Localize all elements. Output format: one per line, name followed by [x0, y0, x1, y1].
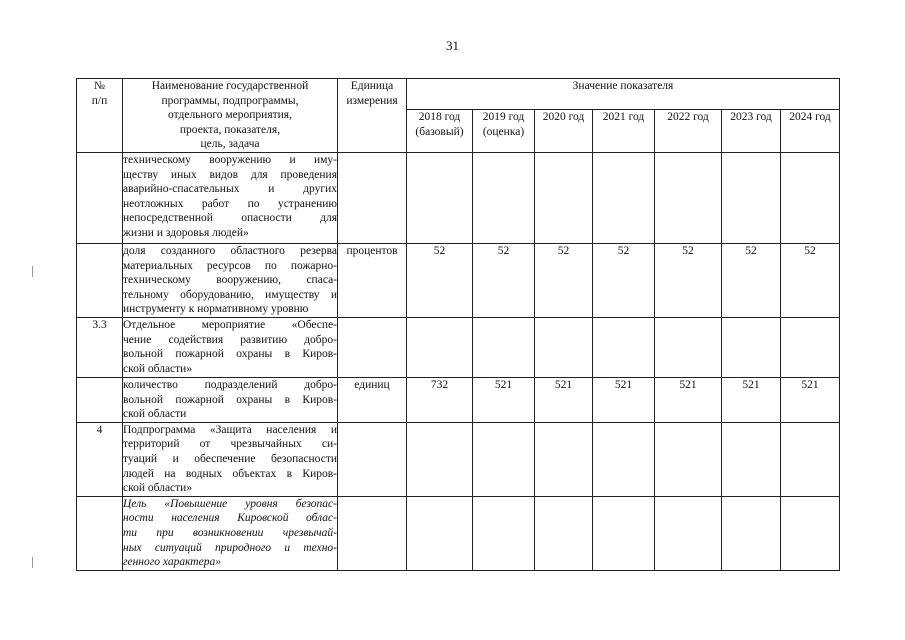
- row-value: [722, 153, 781, 244]
- row-name-line: тельному оборудованию, имуществу и: [123, 288, 337, 301]
- row-name-line: доля созданного областного резерва: [123, 245, 337, 257]
- row-value: [722, 422, 781, 496]
- row-name-line: чение содействия развитию добро-: [123, 333, 337, 346]
- header-year-2: 2020 год: [535, 110, 593, 153]
- row-value: 52: [722, 244, 781, 318]
- row-name-line: аварийно-спасательных и других: [123, 183, 337, 196]
- row-value: [722, 496, 781, 570]
- row-value: [473, 422, 535, 496]
- row-value: [655, 153, 722, 244]
- row-value: [655, 422, 722, 496]
- page-number: 31: [446, 38, 459, 53]
- row-value: [535, 153, 593, 244]
- row-value: 521: [473, 377, 535, 422]
- row-value: [722, 317, 781, 377]
- row-value: [593, 317, 655, 377]
- row-unit: [338, 422, 407, 496]
- header-row-top: [77, 79, 840, 110]
- row-name: [123, 317, 338, 377]
- row-value: [593, 496, 655, 570]
- row-value: 521: [722, 377, 781, 422]
- row-unit: [338, 317, 407, 377]
- row-value: [407, 496, 473, 570]
- row-value: 52: [473, 244, 535, 318]
- row-name-line: техническому вооружению и иму-: [123, 154, 337, 166]
- table-row: [77, 317, 840, 377]
- row-name-line: Цель «Повышение уровня безопас-: [123, 497, 337, 510]
- row-name-line: Отдельное мероприятие «Обеспе-: [123, 318, 337, 331]
- row-name-line: генного характера»: [123, 556, 221, 569]
- header-year-4: 2022 год: [655, 110, 722, 153]
- scan-mark: [32, 557, 33, 568]
- row-name-line: людей на водных объектах в Киров-: [123, 467, 337, 480]
- row-name-line: неотложных работ по устранению: [123, 197, 337, 210]
- header-unit: Единица измерения: [338, 79, 407, 153]
- row-value: [535, 496, 593, 570]
- table-row: [77, 422, 840, 496]
- row-unit: единиц: [338, 377, 407, 422]
- row-number: [77, 153, 123, 244]
- row-value: 521: [593, 377, 655, 422]
- header-year-0: 2018 год (базовый): [407, 110, 473, 153]
- row-value: 521: [655, 377, 722, 422]
- row-number: [77, 377, 123, 422]
- row-value: [473, 317, 535, 377]
- table-row: [77, 153, 840, 244]
- row-number: [77, 244, 123, 318]
- table-row: [77, 496, 840, 570]
- header-name: Наименование государственной программы, подпрограммы, отдельного мероприятия, проекта, показателя, цель, задача: [123, 79, 338, 153]
- header-year-3: 2021 год: [593, 110, 655, 153]
- row-name: [123, 496, 338, 570]
- row-value: 52: [593, 244, 655, 318]
- row-value: [593, 153, 655, 244]
- row-unit: процентов: [338, 244, 407, 318]
- row-value: [655, 496, 722, 570]
- row-value: [407, 317, 473, 377]
- row-value: 521: [535, 377, 593, 422]
- row-value: 52: [655, 244, 722, 318]
- row-value: [535, 422, 593, 496]
- row-name-line: вольной пожарной охраны в Киров-: [123, 348, 337, 361]
- row-name-line: техническому вооружению, спаса-: [123, 274, 337, 287]
- row-number: [77, 496, 123, 570]
- row-value: 732: [407, 377, 473, 422]
- row-name: [123, 244, 338, 318]
- header-year-6: 2024 год: [781, 110, 840, 153]
- row-unit: [338, 496, 407, 570]
- row-number: 3.3: [77, 317, 123, 377]
- row-name-line: ществу иных видов для проведения: [123, 168, 337, 181]
- row-name-line: количество подразделений добро-: [123, 378, 337, 391]
- row-value: [407, 422, 473, 496]
- header-value: Значение показателя: [407, 79, 840, 110]
- row-name-line: вольной пожарной охраны в Киров-: [123, 393, 337, 406]
- row-value: [593, 422, 655, 496]
- header-year-1: 2019 год (оценка): [473, 110, 535, 153]
- row-value: [781, 317, 840, 377]
- table-row: [77, 377, 840, 422]
- header-year-5: 2023 год: [722, 110, 781, 153]
- row-value: 52: [535, 244, 593, 318]
- row-name: [123, 422, 338, 496]
- row-name-line: ской области»: [123, 362, 193, 375]
- row-value: 52: [407, 244, 473, 318]
- row-value: [473, 496, 535, 570]
- row-value: [407, 153, 473, 244]
- row-name: [123, 153, 338, 244]
- row-value: [781, 496, 840, 570]
- indicators-table: [76, 78, 840, 571]
- row-value: 52: [781, 244, 840, 318]
- row-value: [781, 153, 840, 244]
- row-value: [655, 317, 722, 377]
- row-name-line: территорий от чрезвычайных си-: [123, 438, 337, 451]
- row-unit: [338, 153, 407, 244]
- table-row: [77, 244, 840, 318]
- row-name-line: туаций и обеспечение безопасности: [123, 452, 337, 465]
- row-name-line: ской области»: [123, 482, 193, 495]
- header-num: № п/п: [77, 79, 123, 153]
- row-number: 4: [77, 422, 123, 496]
- row-value: 521: [781, 377, 840, 422]
- row-value: [781, 422, 840, 496]
- row-name-line: непосредственной опасности для: [123, 212, 337, 225]
- row-name-line: ской области: [123, 408, 187, 421]
- row-value: [535, 317, 593, 377]
- row-name-line: ных ситуаций природного и техно-: [123, 541, 337, 554]
- row-value: [473, 153, 535, 244]
- row-name-line: ности населения Кировской облас-: [123, 512, 337, 525]
- row-name: [123, 377, 338, 422]
- row-name-line: Подпрограмма «Защита населения и: [123, 423, 337, 436]
- row-name-line: ти при возникновении чрезвычай-: [123, 526, 337, 539]
- scan-mark: [32, 266, 33, 277]
- row-name-line: материальных ресурсов по пожарно-: [123, 259, 337, 272]
- row-name-line: жизни и здоровья людей»: [123, 226, 249, 239]
- row-name-line: инструменту к нормативному уровню: [123, 303, 309, 316]
